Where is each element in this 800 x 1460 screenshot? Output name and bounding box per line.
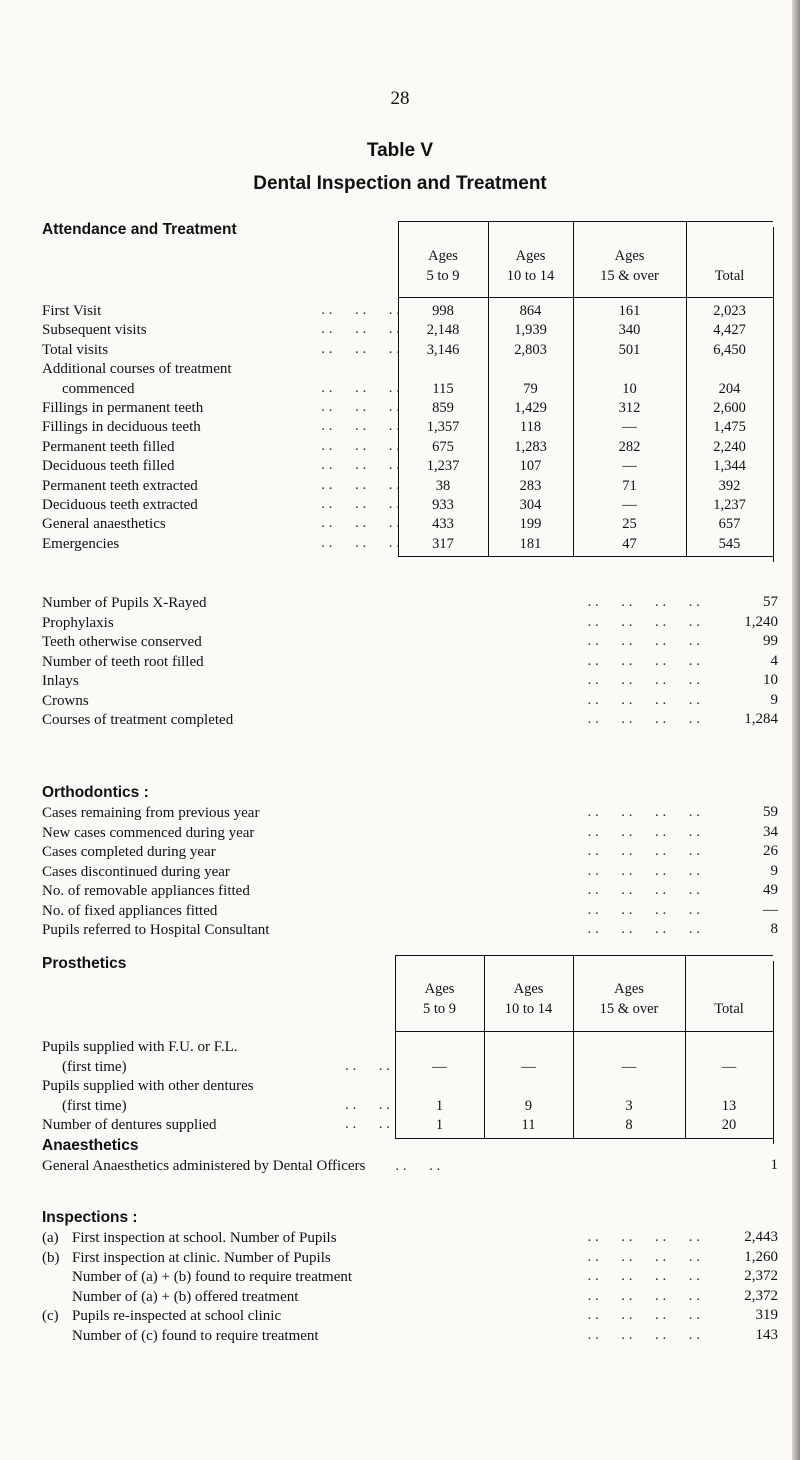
leader-dots: . . . . . . <box>321 515 400 532</box>
table-cell: 312 <box>618 400 641 416</box>
table-cell: 864 <box>519 303 542 319</box>
table-cell: 2,023 <box>713 303 746 319</box>
anaesthetics-heading: Anaesthetics <box>42 1137 139 1154</box>
anaesthetics-label: General Anaesthetics administered by Dental Officers <box>42 1158 366 1174</box>
table-cell: 2,600 <box>713 400 746 416</box>
leader-dots: . . . . . . . . <box>587 804 700 820</box>
leader-dots: . . . . . . <box>321 534 400 551</box>
table-cell: 1 <box>435 1117 444 1133</box>
table-cell: 4,427 <box>713 322 746 339</box>
table-cell: 20 <box>721 1117 737 1133</box>
column-header-line1: Ages <box>515 248 546 264</box>
column-header-line1: Ages <box>614 981 644 997</box>
leader-dots: . . . . . . <box>321 379 400 396</box>
row-label: Subsequent visits <box>42 322 147 339</box>
table-cell: 1,429 <box>514 400 547 416</box>
table-rule <box>398 297 773 298</box>
list-label: Cases discontinued during year <box>42 863 230 880</box>
row-label: Number of dentures supplied <box>42 1117 217 1133</box>
column-header-line1: Ages <box>428 248 458 264</box>
table-rule <box>398 221 773 222</box>
page-title: Table V <box>366 140 434 161</box>
list-label: Number of teeth root filled <box>42 653 204 670</box>
table-cell: — <box>622 419 637 436</box>
table-cell: 675 <box>432 438 454 455</box>
list-label: Prophylaxis <box>42 614 114 631</box>
leader-dots: . . . . <box>365 1158 441 1174</box>
column-header-line2: Total <box>714 1001 744 1017</box>
row-label: First Visit <box>42 303 102 319</box>
row-label: Permanent teeth extracted <box>42 477 198 494</box>
list-value: 319 <box>755 1307 778 1323</box>
leader-dots: . . . . . . <box>321 340 400 357</box>
row-label: Total visits <box>42 341 109 358</box>
leader-dots: . . . . . . . . <box>587 652 700 669</box>
list-label: New cases commenced during year <box>42 824 255 841</box>
column-header-line2: 15 & over <box>599 1001 659 1017</box>
table-rule <box>488 221 489 556</box>
list-label: Inlays <box>42 673 79 689</box>
table-cell: 1,237 <box>713 497 746 513</box>
list-value: 143 <box>755 1326 778 1343</box>
prosthetics-heading: Prosthetics <box>42 955 127 972</box>
anaesthetics-row <box>42 1157 662 1176</box>
table-rule <box>773 961 774 1144</box>
list-value: 34 <box>763 823 778 840</box>
table-cell: 545 <box>718 535 741 552</box>
row-label: Deciduous teeth extracted <box>42 497 198 513</box>
row-label: Fillings in permanent teeth <box>42 400 204 416</box>
table-rule <box>395 1031 773 1032</box>
list-value: 99 <box>763 633 778 649</box>
list-value: 49 <box>763 882 778 898</box>
table-cell: 2,148 <box>426 322 460 339</box>
table-rule <box>398 221 399 556</box>
table-cell: 181 <box>519 535 542 552</box>
list-label: First inspection at clinic. Number of Pupils <box>72 1249 331 1266</box>
table-cell: 1 <box>435 1097 444 1114</box>
list-label: Number of (a) + (b) offered treatment <box>72 1288 299 1305</box>
row-label: Permanent teeth filled <box>42 438 175 455</box>
column-header-line2: Total <box>714 268 745 284</box>
table-cell: 1,475 <box>713 419 746 436</box>
leader-dots: . . . . <box>345 1096 390 1113</box>
leader-dots: . . . . . . . . <box>587 1229 700 1245</box>
table-cell: 8 <box>625 1117 633 1133</box>
list-label: Number of (a) + (b) found to require treatment <box>72 1269 353 1285</box>
list-value: 10 <box>763 672 778 688</box>
leader-dots: . . . . . . . . <box>587 882 700 898</box>
table-cell: 25 <box>622 516 637 533</box>
list-marker: (c) <box>42 1308 59 1324</box>
leader-dots: . . . . . . . . <box>587 711 700 727</box>
column-header-line2: 15 & over <box>600 268 659 284</box>
row-label-cont: (first time) <box>62 1058 127 1075</box>
row-label: Pupils supplied with other dentures <box>42 1078 254 1094</box>
leader-dots: . . . . . . . . <box>587 1248 700 1265</box>
row-label: Deciduous teeth filled <box>42 458 175 475</box>
table-cell: 38 <box>435 477 451 494</box>
list-value: 1,260 <box>744 1248 778 1265</box>
attendance-heading: Attendance and Treatment <box>42 221 237 238</box>
table-cell: 13 <box>721 1097 737 1114</box>
leader-dots: . . . . . . <box>321 302 400 318</box>
table-cell: 657 <box>718 516 741 533</box>
table-cell: 107 <box>519 458 542 475</box>
table-rule <box>398 556 773 557</box>
leader-dots: . . . . <box>345 1116 390 1132</box>
column-header-line1: Ages <box>513 981 544 997</box>
leader-dots: . . . . . . . . <box>587 921 700 937</box>
table-cell: 2,803 <box>514 341 547 358</box>
column-header-line2: 10 to 14 <box>504 1001 553 1017</box>
row-label: Fillings in deciduous teeth <box>42 419 201 436</box>
list-marker: (b) <box>42 1249 60 1266</box>
list-label: Pupils re-inspected at school clinic <box>72 1308 282 1324</box>
table-rule <box>573 955 574 1138</box>
table-cell: 392 <box>718 477 741 494</box>
table-cell: — <box>622 497 637 513</box>
leader-dots: . . . . . . . . <box>587 633 700 649</box>
list-label: Courses of treatment completed <box>42 712 234 728</box>
column-header-line2: 10 to 14 <box>506 268 555 284</box>
leader-dots: . . . . . . . . <box>587 594 700 610</box>
table-cell: 317 <box>432 535 454 552</box>
list-label: Number of (c) found to require treatment <box>72 1327 319 1344</box>
leader-dots: . . . . . . <box>321 476 400 493</box>
list-label: Cases remaining from previous year <box>42 805 260 821</box>
list-label: Number of Pupils X-Rayed <box>42 595 207 611</box>
leader-dots: . . . . . . . . <box>587 862 700 879</box>
list-value: 8 <box>770 921 778 937</box>
table-cell: — <box>721 1058 737 1075</box>
table-cell: 1,283 <box>514 438 547 455</box>
leader-dots: . . . . . . . . <box>587 1287 700 1304</box>
leader-dots: . . . . . . <box>321 457 400 474</box>
table-cell: 1,237 <box>426 458 460 475</box>
table-cell: 9 <box>524 1097 533 1114</box>
table-cell: 933 <box>432 497 454 513</box>
list-value: 1,284 <box>744 711 778 727</box>
list-value: 26 <box>763 843 778 859</box>
page-number: 28 <box>390 88 410 109</box>
column-header-line1: Ages <box>614 248 645 264</box>
table-cell: 282 <box>618 438 641 455</box>
leader-dots: . . . . <box>345 1057 390 1074</box>
leader-dots: . . . . . . <box>321 399 400 415</box>
list-value: 2,372 <box>744 1268 778 1284</box>
leader-dots: . . . . . . <box>321 437 400 454</box>
list-label: Teeth otherwise conserved <box>42 634 202 650</box>
table-cell: — <box>621 1058 637 1075</box>
list-value: 2,443 <box>744 1229 778 1245</box>
page-subtitle: Dental Inspection and Treatment <box>253 173 547 194</box>
table-cell: 118 <box>519 419 542 436</box>
leader-dots: . . . . . . <box>321 418 400 435</box>
table-cell: 3 <box>625 1097 633 1114</box>
leader-dots: . . . . . . . . <box>587 1307 700 1323</box>
list-label: Crowns <box>42 692 89 709</box>
table-cell: 998 <box>432 303 454 319</box>
list-label: First inspection at school. Number of Pupils <box>72 1230 337 1246</box>
table-cell: 71 <box>622 477 637 494</box>
list-label: No. of fixed appliances fitted <box>42 902 218 919</box>
list-value: 9 <box>770 862 778 879</box>
table-cell: 501 <box>618 341 641 358</box>
table-cell: 304 <box>519 497 542 513</box>
list-value: 57 <box>763 594 778 610</box>
list-value: 1,240 <box>744 613 778 630</box>
table-cell: 1,357 <box>426 419 460 436</box>
table-cell: 115 <box>432 380 454 397</box>
table-cell: — <box>432 1058 447 1075</box>
table-cell: 283 <box>519 477 542 494</box>
table-cell: 859 <box>432 400 454 416</box>
table-cell: 79 <box>523 380 538 397</box>
column-header-line2: 5 to 9 <box>422 1001 457 1017</box>
table-rule <box>395 1138 773 1139</box>
inspections-heading: Inspections : <box>42 1209 138 1226</box>
leader-dots: . . . . . . . . <box>587 823 700 840</box>
table-cell: 433 <box>432 516 454 533</box>
row-label-cont: commenced <box>62 380 135 397</box>
column-header-line1: Ages <box>424 981 455 997</box>
table-cell: 204 <box>718 380 741 397</box>
table-cell: 47 <box>622 535 637 552</box>
table-rule <box>484 955 485 1138</box>
table-rule <box>685 955 686 1138</box>
table-cell: 10 <box>622 380 637 397</box>
list-value: 2,372 <box>744 1287 778 1304</box>
table-rule <box>395 955 396 1138</box>
leader-dots: . . . . . . . . <box>587 1326 700 1343</box>
anaesthetics-value: 1 <box>770 1157 778 1173</box>
table-rule <box>686 221 687 556</box>
list-label: No. of removable appliances fitted <box>42 883 250 899</box>
leader-dots: . . . . . . <box>321 496 400 512</box>
table-cell: — <box>622 458 637 475</box>
table-cell: 340 <box>618 322 641 339</box>
table-cell: 3,146 <box>426 341 460 358</box>
leader-dots: . . . . . . . . <box>587 672 700 688</box>
orthodontics-heading: Orthodontics : <box>42 784 149 801</box>
row-label: Emergencies <box>42 535 120 552</box>
list-value: 9 <box>770 691 778 708</box>
table-rule <box>573 221 574 556</box>
table-cell: 199 <box>519 516 542 533</box>
table-rule <box>395 955 773 956</box>
table-cell: 1,344 <box>713 458 746 475</box>
list-label: Pupils referred to Hospital Consultant <box>42 922 270 938</box>
leader-dots: . . . . . . . . <box>587 843 700 859</box>
table-cell: 6,450 <box>713 341 746 358</box>
list-value: 4 <box>770 652 778 669</box>
leader-dots: . . . . . . . . <box>587 613 700 630</box>
leader-dots: . . . . . . . . <box>587 691 700 708</box>
list-value: — <box>763 901 778 918</box>
list-marker: (a) <box>42 1230 59 1246</box>
leader-dots: . . . . . . <box>321 321 400 338</box>
table-cell: 2,240 <box>713 438 746 455</box>
row-label: General anaesthetics <box>42 516 166 533</box>
row-label: Pupils supplied with F.U. or F.L. <box>42 1039 238 1055</box>
table-rule <box>773 227 774 562</box>
row-label: Additional courses of treatment <box>42 361 232 378</box>
table-cell: 161 <box>618 303 641 319</box>
page-edge-shadow <box>792 0 800 1460</box>
list-value: 59 <box>763 804 778 820</box>
list-label: Cases completed during year <box>42 844 216 860</box>
table-cell: 1,939 <box>514 322 547 339</box>
leader-dots: . . . . . . . . <box>587 901 700 918</box>
row-label-cont: (first time) <box>62 1097 127 1114</box>
table-cell: — <box>521 1058 536 1075</box>
table-cell: 11 <box>521 1117 536 1133</box>
column-header-line2: 5 to 9 <box>426 268 460 284</box>
leader-dots: . . . . . . . . <box>587 1268 700 1284</box>
